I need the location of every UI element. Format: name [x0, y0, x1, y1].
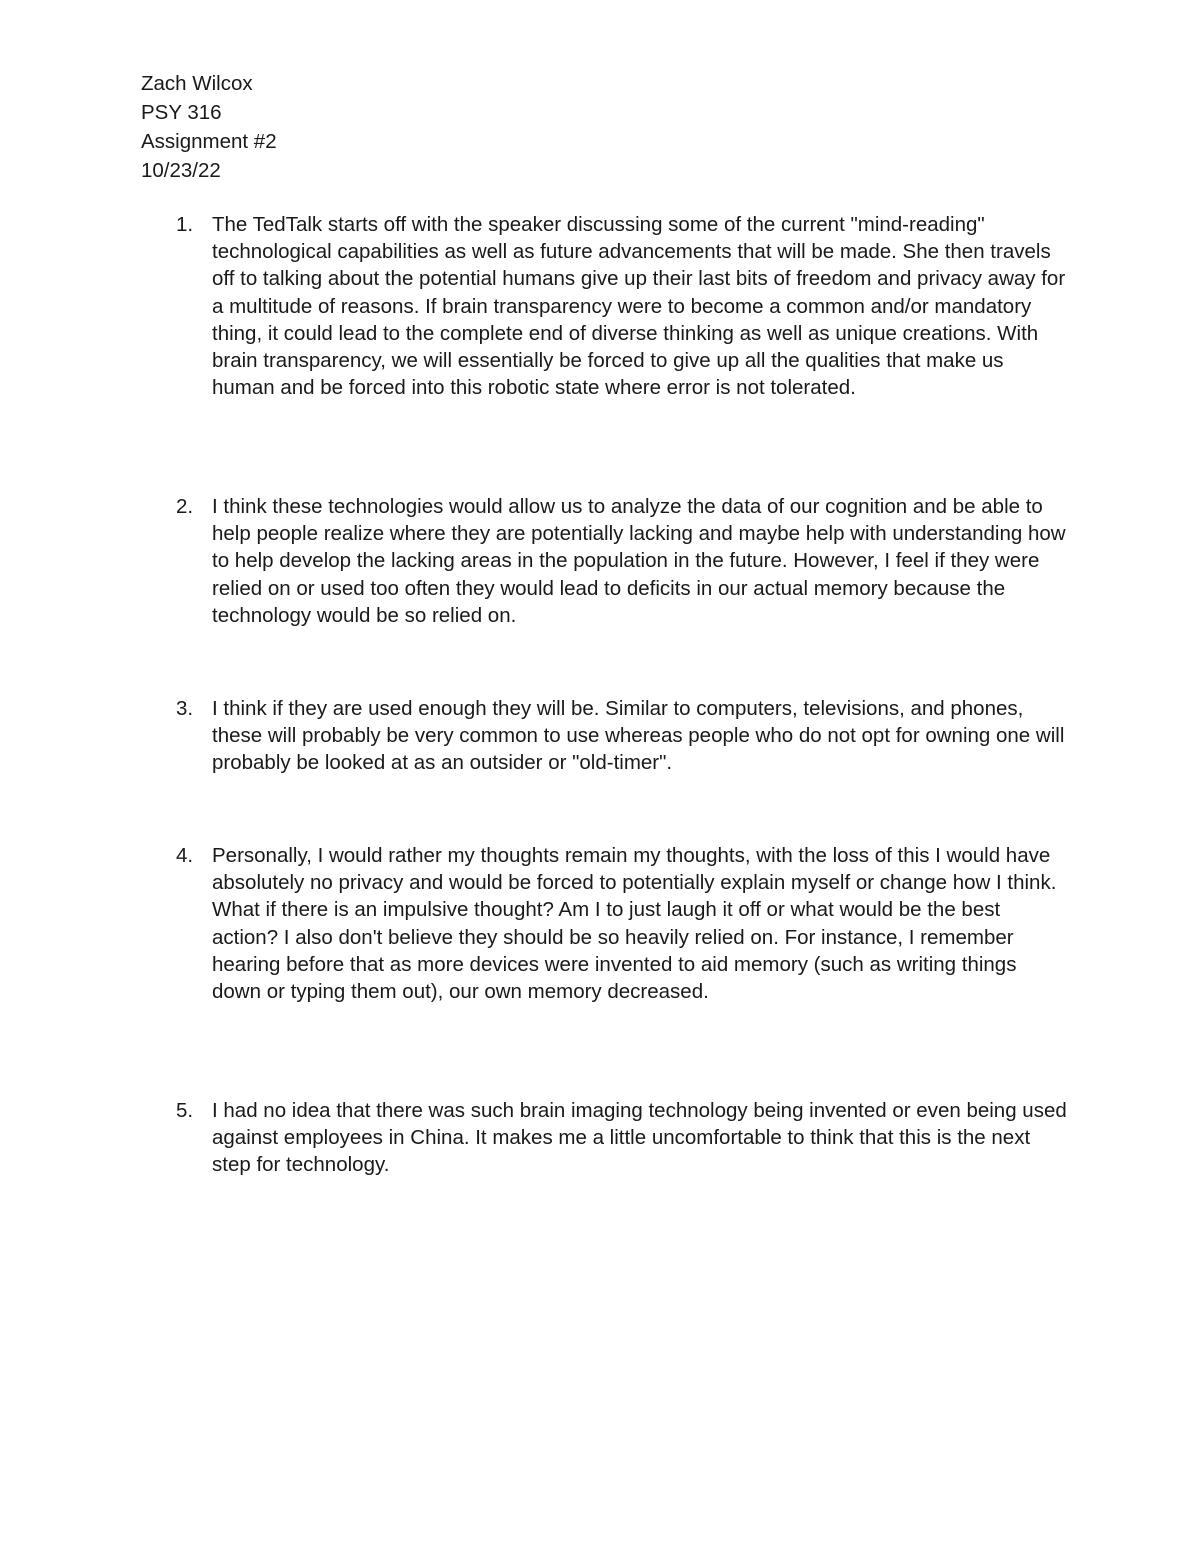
- answer-item-4: [141, 842, 1071, 1005]
- assignment-title: Assignment #2: [141, 130, 277, 153]
- answer-number: 5.: [176, 1099, 194, 1122]
- answer-text: I think if they are used enough they will be. Similar to computers, televisions, and phones, these will probably be very common to use whereas people who do not opt for owning one will probably be looked at as an outsider or "old-timer".: [212, 697, 1065, 775]
- answer-item-2: [141, 493, 1071, 629]
- author-name: Zach Wilcox: [141, 72, 253, 95]
- answer-text: The TedTalk starts off with the speaker discussing some of the current "mind-reading" technological capabilities as well as future advancements that will be made. She then travels off to talking about the potential humans give up their last bits of freedom and privacy away for a multitude of reasons. If brain transparency were to become a common and/or mandatory thing, it could lead to the complete end of diverse thinking as well as unique creations. With brain transparency, we will essentially be forced to give up all the qualities that make us human and be forced into this robotic state where error is not tolerated.: [212, 213, 1066, 400]
- answer-number: 2.: [176, 495, 194, 518]
- answer-number: 1.: [176, 213, 194, 236]
- answer-item-1: [141, 211, 1071, 401]
- answer-text: I think these technologies would allow us to analyze the data of our cognition and be able to help people realize where they are potentially lacking and maybe help with understanding how to help develop the lacking areas in the population in the future. However, I feel if they were relied on or used too often they would lead to deficits in our actual memory because the technology would be so relied on.: [212, 495, 1066, 627]
- answer-text: I had no idea that there was such brain imaging technology being invented or even being used against employees in China. It makes me a little uncomfortable to think that this is the next step for technology.: [212, 1099, 1067, 1177]
- answer-item-3: [141, 695, 1071, 777]
- document-header: [141, 69, 277, 185]
- answer-number: 4.: [176, 844, 194, 867]
- course-code: PSY 316: [141, 101, 222, 124]
- answer-number: 3.: [176, 697, 194, 720]
- answer-item-5: [141, 1097, 1071, 1179]
- answer-text: Personally, I would rather my thoughts remain my thoughts, with the loss of this I would have absolutely no privacy and would be forced to potentially explain myself or change how I think. What if there is an impulsive thought? Am I to just laugh it off or what would be the best action? I also don't believe they should be so heavily relied on. For instance, I remember hearing before that as more devices were invented to aid memory (such as writing things down or typing them out), our own memory decreased.: [212, 844, 1057, 1004]
- document-date: 10/23/22: [141, 159, 221, 182]
